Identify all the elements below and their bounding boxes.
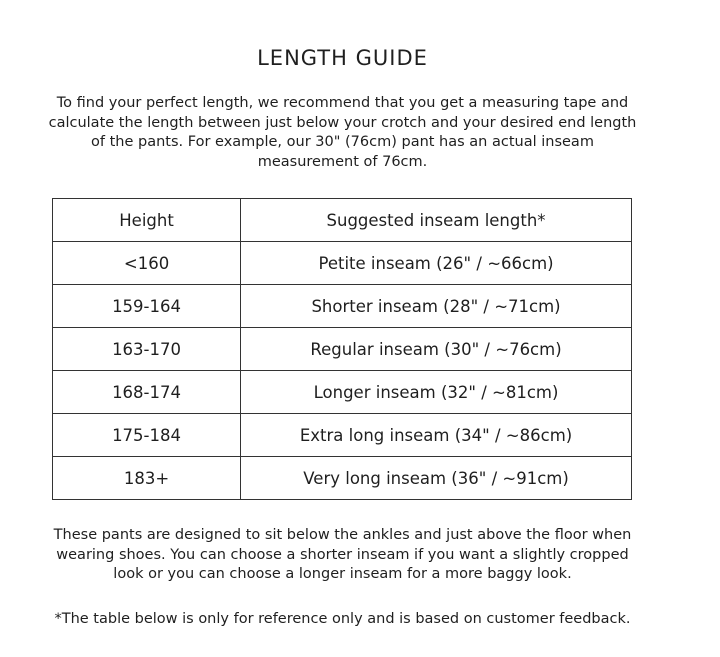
- table-row: [53, 242, 632, 285]
- page-title: LENGTH GUIDE: [257, 46, 428, 70]
- height-cell: 175-184: [53, 414, 241, 457]
- height-cell: 183+: [53, 457, 241, 500]
- inseam-cell: Shorter inseam (28" / ~71cm): [241, 285, 632, 328]
- inseam-cell: Very long inseam (36" / ~91cm): [241, 457, 632, 500]
- table-row: [53, 457, 632, 500]
- fit-description-paragraph: These pants are designed to sit below the ankles and just above the floor when wearing shoes. You can choose a shorter inseam if you want a slightly cropped look or you can choose a longer inseam for a more baggy look.: [53, 527, 632, 582]
- table-row: [53, 414, 632, 457]
- inseam-cell: Longer inseam (32" / ~81cm): [241, 371, 632, 414]
- table-row: [53, 285, 632, 328]
- table-row: [53, 328, 632, 371]
- inseam-cell: Extra long inseam (34" / ~86cm): [241, 414, 632, 457]
- height-cell: <160: [53, 242, 241, 285]
- length-guide-table: [52, 198, 632, 500]
- inseam-cell: Regular inseam (30" / ~76cm): [241, 328, 632, 371]
- table-header-row: [53, 199, 632, 242]
- inseam-cell: Petite inseam (26" / ~66cm): [241, 242, 632, 285]
- table-row: [53, 371, 632, 414]
- height-cell: 168-174: [53, 371, 241, 414]
- header-height: Height: [53, 199, 241, 242]
- height-cell: 163-170: [53, 328, 241, 371]
- height-cell: 159-164: [53, 285, 241, 328]
- intro-paragraph: To find your perfect length, we recommend that you get a measuring tape and calculate the length between just below your crotch and your desired end length of the pants. For example, our 30" (76cm) pant has an actual inseam measurement of 76cm.: [48, 95, 637, 170]
- reference-footnote: *The table below is only for reference only and is based on customer feedback.: [54, 611, 631, 627]
- header-inseam: Suggested inseam length*: [241, 199, 632, 242]
